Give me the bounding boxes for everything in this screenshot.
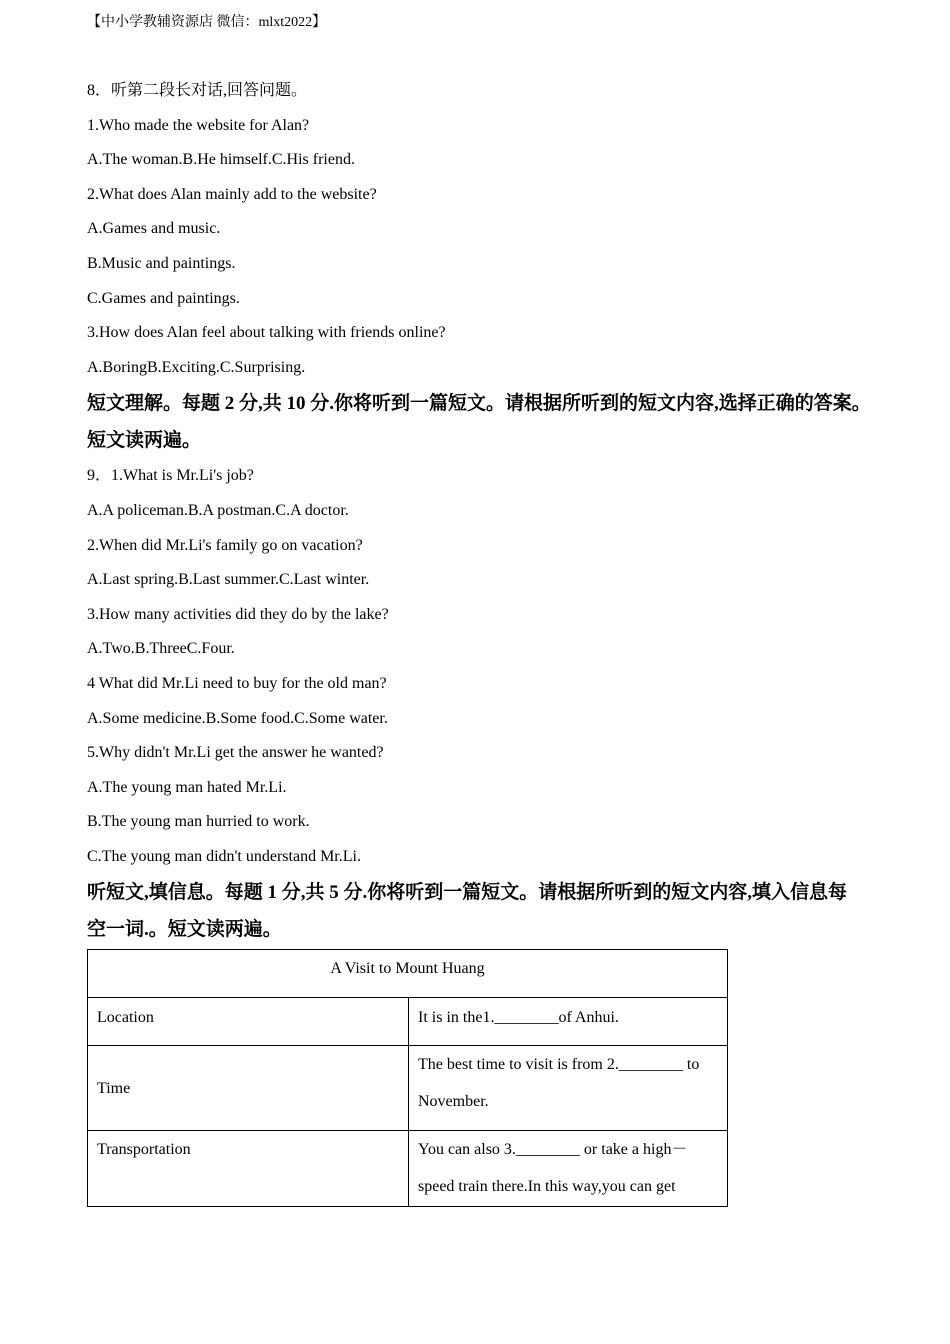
table-row xyxy=(88,998,728,1046)
question-line: 4 What did Mr.Li need to buy for the old man? xyxy=(87,674,387,692)
option-line: C.The young man didn't understand Mr.Li. xyxy=(87,847,361,865)
question-9-heading: 9．1.What is Mr.Li's job? xyxy=(87,467,254,485)
table-row xyxy=(88,1046,728,1131)
question-line: 3.How does Alan feel about talking with friends online? xyxy=(87,324,446,342)
row-value-line: It is in the1.________of Anhui. xyxy=(418,1009,619,1027)
fill-instruction: 听短文,填信息。每题 1 分,共 5 分.你将听到一篇短文。请根据所听到的短文内容,填入信息每 xyxy=(87,882,848,904)
question-line: 5.Why didn't Mr.Li get the answer he wanted? xyxy=(87,744,384,762)
options-line: A.BoringB.Exciting.C.Surprising. xyxy=(87,358,306,376)
question-8-heading: 8．听第二段长对话,回答问题。 xyxy=(87,82,308,99)
row-value xyxy=(409,1131,728,1207)
row-value xyxy=(409,1046,728,1131)
source-note: 【中小学教辅资源店 微信：mlxt2022】 xyxy=(87,15,327,30)
fill-instruction-cont: 空一词.。短文读两遍。 xyxy=(87,919,282,941)
options-line: A.The woman.B.He himself.C.His friend. xyxy=(87,151,355,169)
option-line: A.The young man hated Mr.Li. xyxy=(87,778,287,796)
row-label: Time xyxy=(88,1046,409,1131)
row-label: Transportation xyxy=(88,1131,409,1207)
question-line: 1.Who made the website for Alan? xyxy=(87,116,310,134)
option-line: C.Games and paintings. xyxy=(87,289,240,307)
question-line: 2.When did Mr.Li's family go on vacation? xyxy=(87,536,363,554)
table-row xyxy=(88,1131,728,1207)
passage-instruction-cont: 短文读两遍。 xyxy=(87,430,202,452)
row-label: Location xyxy=(88,998,409,1046)
row-value-line: The best time to visit is from 2.________ to xyxy=(418,1056,700,1074)
passage-instruction: 短文理解。每题 2 分,共 10 分.你将听到一篇短文。请根据所听到的短文内容,选择正确的答案。 xyxy=(87,393,871,415)
options-line: A.Last spring.B.Last summer.C.Last winter. xyxy=(87,571,370,589)
worksheet-content xyxy=(87,74,877,1207)
row-value-line: speed train there.In this way,you can get xyxy=(418,1178,676,1196)
options-line: A.Two.B.ThreeC.Four. xyxy=(87,640,235,658)
row-value xyxy=(409,998,728,1046)
table-title-row xyxy=(88,950,728,998)
row-value-line: You can also 3.________ or take a high－ xyxy=(418,1141,688,1159)
table-title: A Visit to Mount Huang xyxy=(88,950,728,998)
info-table xyxy=(87,949,728,1207)
question-line: 3.How many activities did they do by the lake? xyxy=(87,605,389,623)
row-value-line: November. xyxy=(418,1093,489,1111)
option-line: B.The young man hurried to work. xyxy=(87,813,310,831)
question-line: 2.What does Alan mainly add to the website? xyxy=(87,185,377,203)
options-line: A.A policeman.B.A postman.C.A doctor. xyxy=(87,501,349,519)
option-line: A.Games and music. xyxy=(87,220,221,238)
option-line: B.Music and paintings. xyxy=(87,254,236,272)
options-line: A.Some medicine.B.Some food.C.Some water. xyxy=(87,709,388,727)
